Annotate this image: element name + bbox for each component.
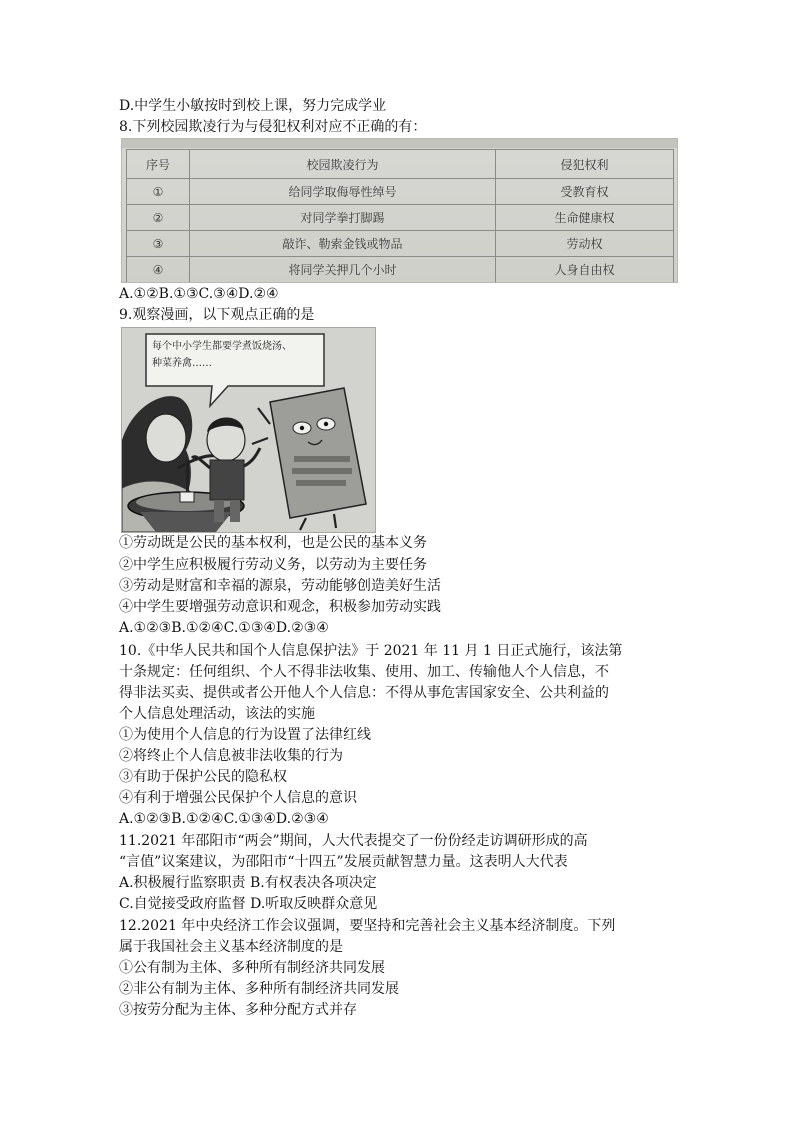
table-row — [127, 205, 674, 231]
table-header-cell: 侵犯权利 — [496, 150, 674, 179]
table-cell: ③ — [127, 231, 190, 257]
question-text-line: 属于我国社会主义基本经济制度的是 — [119, 939, 343, 955]
table-cell: 给同学取侮辱性绰号 — [190, 179, 496, 205]
table-cell: 生命健康权 — [496, 205, 674, 231]
option-line: ③劳动是财富和幸福的源泉，劳动能够创造美好生活 — [119, 578, 441, 594]
table-cell: 将同学关押几个小时 — [190, 257, 496, 283]
option-line: ①公有制为主体、多种所有制经济共同发展 — [119, 960, 385, 976]
table-cell: ② — [127, 205, 190, 231]
answer-options-8: A.①②B.①③C.③④D.②④ — [119, 286, 279, 302]
speech-bubble-text: 每个中小学生都要学煮饭烧汤、 — [152, 341, 292, 352]
table-cell: 受教育权 — [496, 179, 674, 205]
table-row — [127, 257, 674, 283]
option-line: C.自觉接受政府监督 D.听取反映群众意见 — [119, 896, 378, 912]
table-cell: 劳动权 — [496, 231, 674, 257]
table-cell: 敲诈、勒索金钱或物品 — [190, 231, 496, 257]
option-line: A.积极履行监察职责 B.有权表决各项决定 — [119, 875, 377, 891]
option-line: ①为使用个人信息的行为设置了法律红线 — [119, 727, 371, 743]
answer-options-9: A.①②③B.①②④C.①③④D.②③④ — [119, 620, 329, 636]
question-11: 11.2021 年邵阳市“两会”期间，人大代表提交了一份份经走访调研形成的高 — [119, 833, 588, 849]
question-8: 8.下列校园欺凌行为与侵犯权利对应不正确的有： — [119, 119, 427, 135]
table-row — [127, 231, 674, 257]
question-9: 9.观察漫画，以下观点正确的是 — [119, 307, 315, 323]
table-header-cell: 序号 — [127, 150, 190, 179]
bullying-table-photo — [121, 138, 678, 283]
option-line: ②将终止个人信息被非法收集的行为 — [119, 748, 343, 764]
option-line: ④有利于增强公民保护个人信息的意识 — [119, 790, 357, 806]
table-header-row — [127, 150, 674, 179]
table-row — [127, 179, 674, 205]
question-12: 12.2021 年中央经济工作会议强调，要坚持和完善社会主义基本经济制度。下列 — [119, 918, 616, 934]
option-line: ④中学生要增强劳动意识和观念，积极参加劳动实践 — [119, 599, 441, 615]
text-line-1: D.中学生小敏按时到校上课，努力完成学业 — [119, 98, 387, 114]
bullying-table — [126, 149, 674, 283]
question-text-line: 得非法买卖、提供或者公开他人个人信息：不得从事危害国家安全、公共利益的 — [119, 685, 609, 701]
cartoon-illustration — [121, 327, 376, 533]
option-line: ①劳动既是公民的基本权利，也是公民的基本义务 — [119, 535, 427, 551]
table-cell: 对同学拳打脚踢 — [190, 205, 496, 231]
option-line: ③按劳分配为主体、多种分配方式并存 — [119, 1002, 357, 1018]
table-cell: ④ — [127, 257, 190, 283]
question-text-line: “言值”议案建议，为邵阳市“十四五”发展贡献智慧力量。这表明人大代表 — [119, 854, 568, 870]
speech-bubble-text: 种菜养禽…… — [152, 358, 212, 369]
answer-options-10: A.①②③B.①②④C.①③④D.②③④ — [119, 811, 329, 827]
question-text-line: 十条规定：任何组织、个人不得非法收集、使用、加工、传输他人个人信息，不 — [119, 664, 609, 680]
question-10: 10.《中华人民共和国个人信息保护法》于 2021 年 11 月 1 日正式施行，该法第 — [119, 643, 623, 659]
table-header-cell: 校园欺凌行为 — [190, 150, 496, 179]
option-line: ②非公有制为主体、多种所有制经济共同发展 — [119, 981, 399, 997]
option-line: ②中学生应积极履行劳动义务，以劳动为主要任务 — [119, 557, 427, 573]
question-text-line: 个人信息处理活动，该法的实施 — [119, 706, 315, 722]
cartoon-drawing — [122, 328, 375, 532]
table-cell: ① — [127, 179, 190, 205]
table-cell: 人身自由权 — [496, 257, 674, 283]
option-line: ③有助于保护公民的隐私权 — [119, 769, 287, 785]
